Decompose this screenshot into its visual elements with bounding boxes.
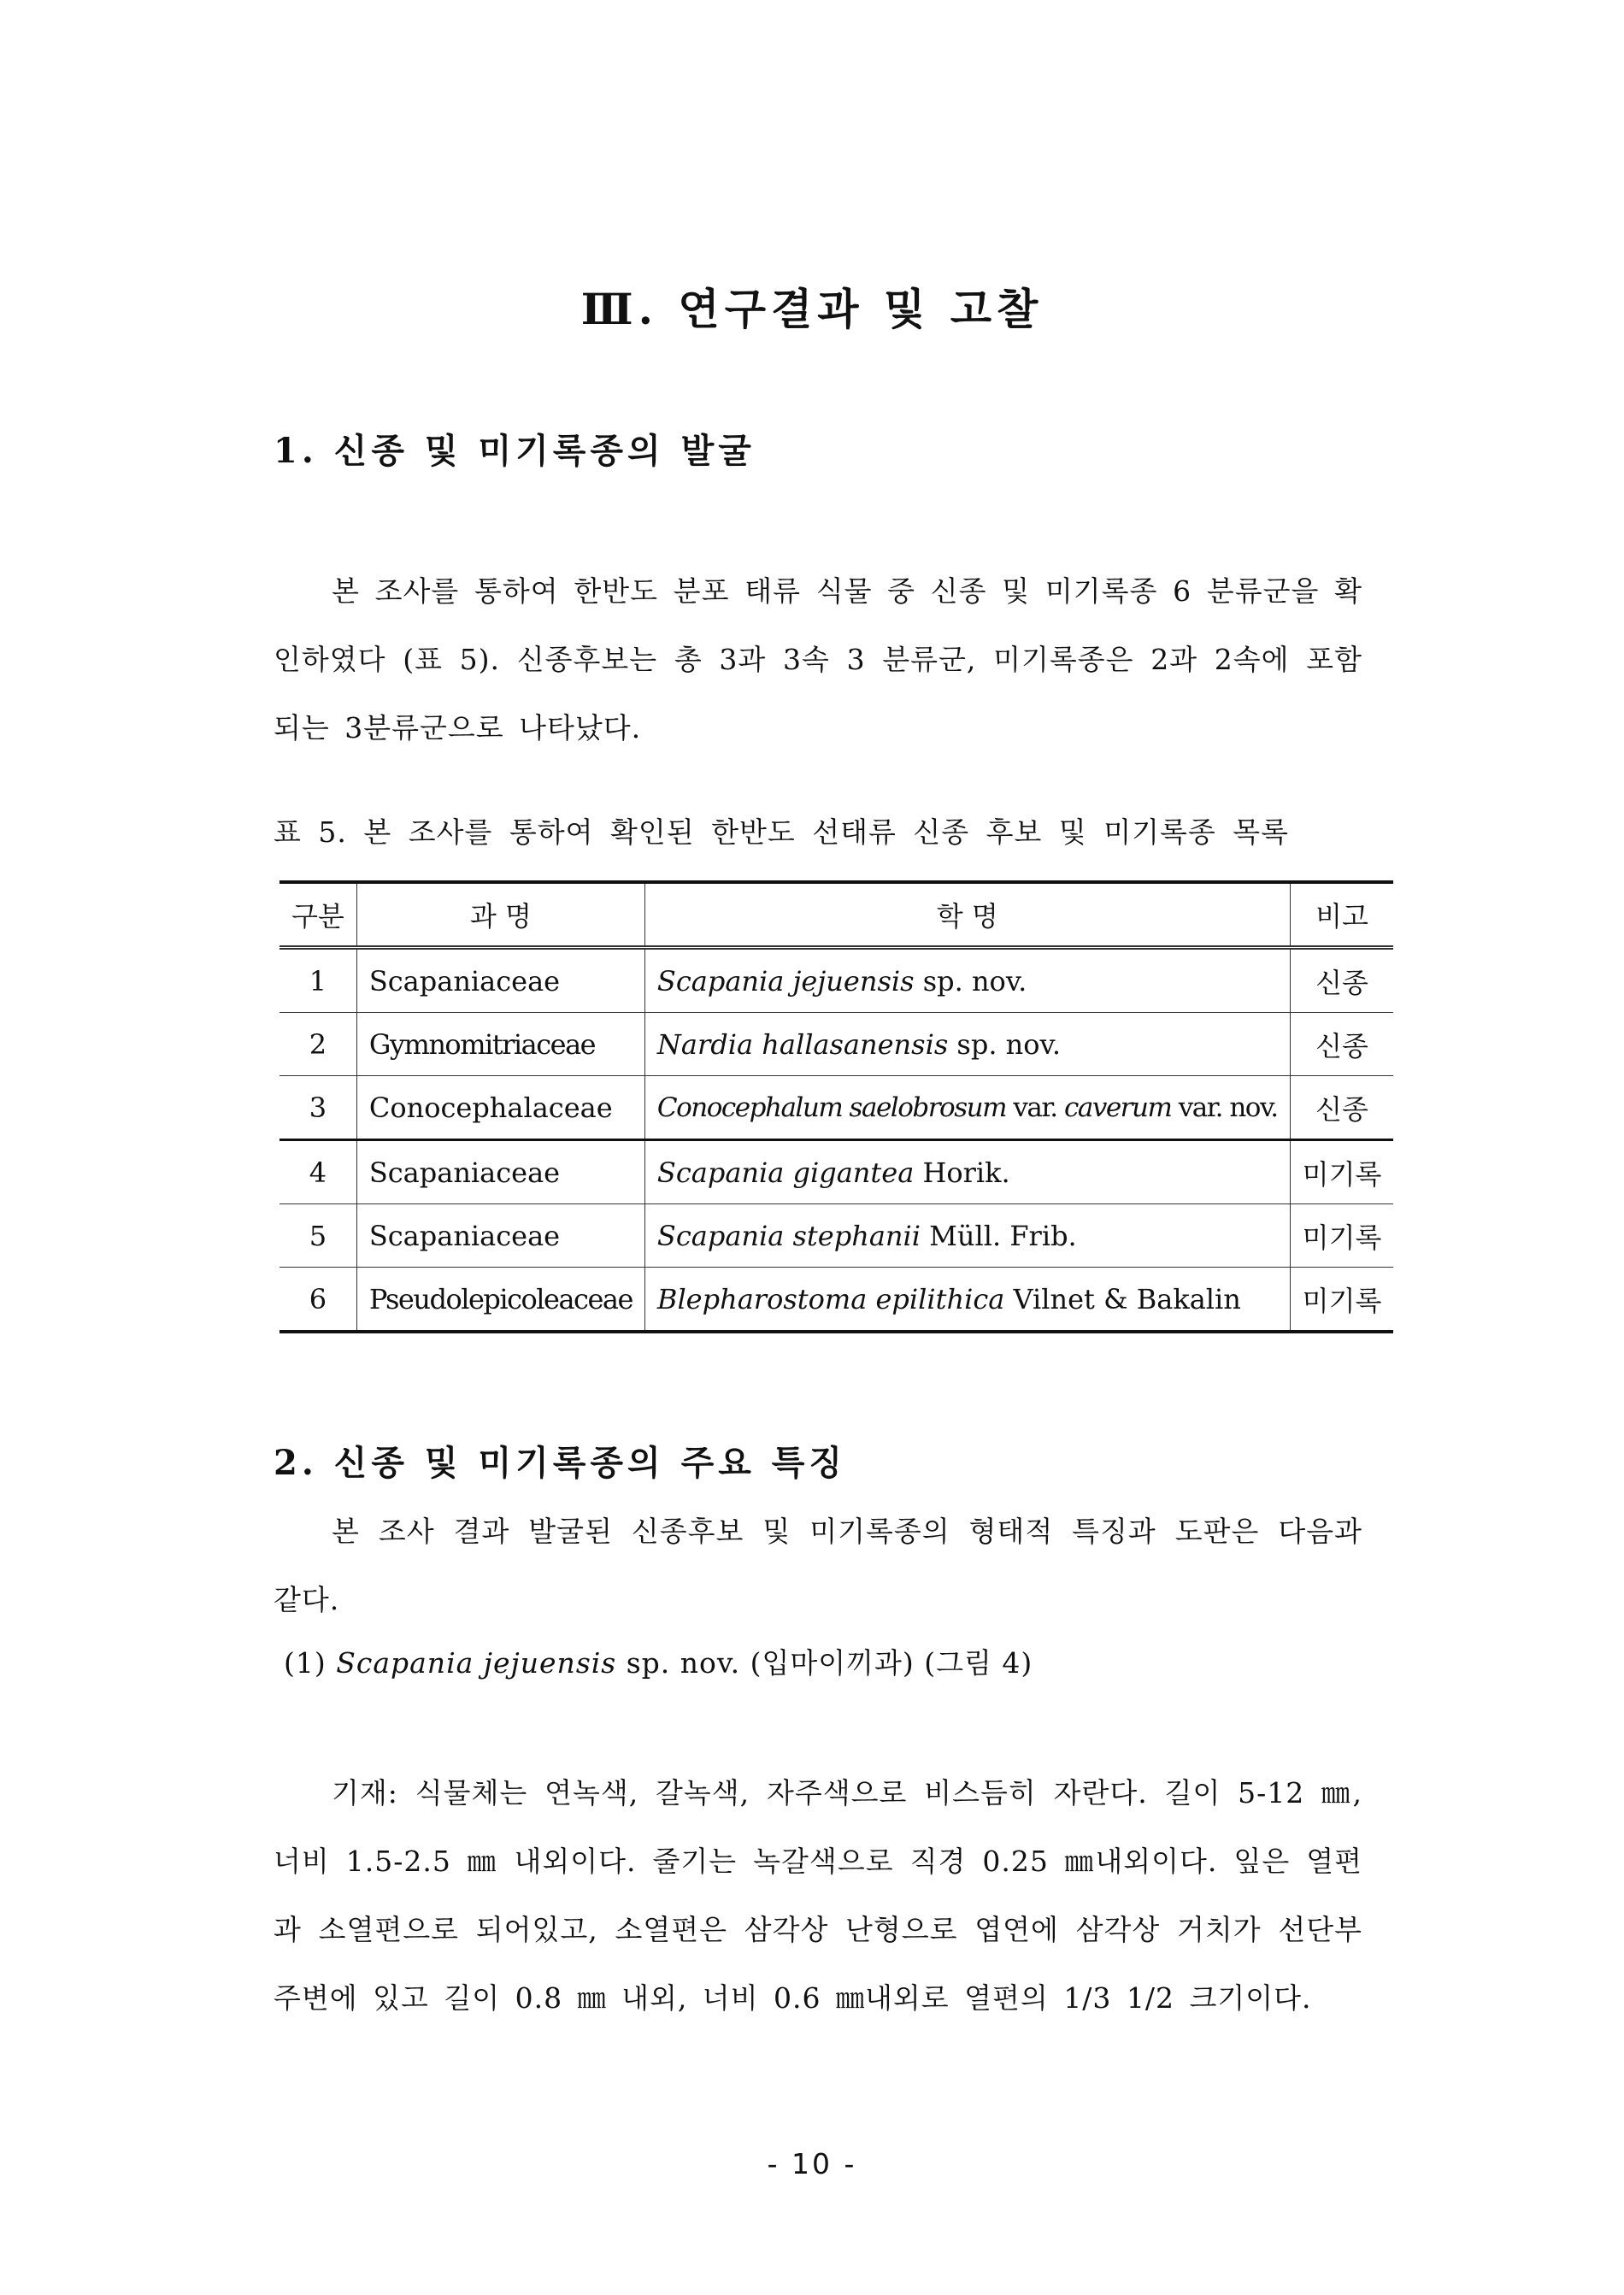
note-cell: 미기록 bbox=[1290, 1204, 1393, 1268]
scientific-name-cell bbox=[644, 1076, 1290, 1140]
row-number: 6 bbox=[279, 1268, 356, 1333]
genus-species: Scapania gigantea bbox=[656, 1156, 915, 1189]
section-1-paragraph: 본 조사를 통하여 한반도 분포 태류 식물 중 신종 및 미기록종 6 분류군을 확인하였다 (표 5). 신종후보는 총 3과 3속 3 분류군, 미기록종은 2과 2속에 포함되는 3분류군으로 나타났다. bbox=[274, 574, 1362, 744]
scientific-name-cell bbox=[644, 1204, 1290, 1268]
section-2-heading: 2. 신종 및 미기록종의 주요 특징 bbox=[274, 1443, 847, 1483]
authority: var. nov. bbox=[1178, 1092, 1278, 1123]
note-cell: 미기록 bbox=[1290, 1140, 1393, 1204]
scientific-name-cell bbox=[644, 1268, 1290, 1333]
table-row bbox=[279, 1204, 1393, 1268]
row-number: 3 bbox=[279, 1076, 356, 1140]
genus-species: Nardia hallasanensis bbox=[656, 1027, 949, 1061]
authority: Vilnet & Bakalin bbox=[1013, 1282, 1241, 1315]
row-number: 2 bbox=[279, 1013, 356, 1076]
scientific-name-cell bbox=[644, 1140, 1290, 1204]
table-row bbox=[279, 1013, 1393, 1076]
authority: sp. nov. bbox=[922, 964, 1027, 997]
note-cell: 신종 bbox=[1290, 1076, 1393, 1140]
header-note: 비고 bbox=[1290, 882, 1393, 948]
row-number: 1 bbox=[279, 948, 356, 1013]
section-1-heading: 1. 신종 및 미기록종의 발굴 bbox=[274, 431, 756, 471]
row-number: 5 bbox=[279, 1204, 356, 1268]
note-cell: 신종 bbox=[1290, 1013, 1393, 1076]
page-number: - 10 - bbox=[767, 2147, 857, 2180]
header-scientific-name: 학 명 bbox=[644, 882, 1290, 948]
authority: Müll. Frib. bbox=[929, 1219, 1077, 1252]
family-cell: Gymnomitriaceae bbox=[356, 1013, 644, 1076]
species-heading-rest: sp. nov. (입마이끼과) (그림 4) bbox=[626, 1646, 1033, 1680]
table-row bbox=[279, 1140, 1393, 1204]
header-no: 구분 bbox=[279, 882, 356, 948]
note-cell: 신종 bbox=[1290, 948, 1393, 1013]
table-row bbox=[279, 948, 1393, 1013]
species-description: 기재: 식물체는 연녹색, 갈녹색, 자주색으로 비스듬히 자란다. 길이 5-12 ㎜, 너비 1.5-2.5 ㎜ 내외이다. 줄기는 녹갈색으로 직경 0.25 ㎜내외이다. 잎은 열편과 소열편으로 되어있고, 소열편은 삼각상 난형으로 엽연에 삼각상 거치가 선단부 주변에 있고 길이 0.8 ㎜ 내외, 너비 0.6 ㎜내외로 열편의 1/3 1/2 크기이다. bbox=[274, 1776, 1362, 2015]
header-family: 과 명 bbox=[356, 882, 644, 948]
species-subheading bbox=[284, 1641, 1033, 1681]
table-caption: 표 5. 본 조사를 통하여 확인된 한반도 선태류 신종 후보 및 미기록종 목록 bbox=[274, 815, 1289, 849]
family-cell: Scapaniaceae bbox=[356, 1140, 644, 1204]
chapter-title: Ⅲ. 연구결과 및 고찰 bbox=[580, 284, 1044, 334]
table-row bbox=[279, 1268, 1393, 1333]
section-2-intro: 본 조사 결과 발굴된 신종후보 및 미기록종의 형태적 특징과 도판은 다음과 같다. bbox=[274, 1515, 1362, 1616]
table-header-row bbox=[279, 882, 1393, 948]
family-cell: Pseudolepicoleaceae bbox=[356, 1268, 644, 1333]
genus-species: Scapania stephanii bbox=[656, 1219, 921, 1252]
family-cell: Conocephalaceae bbox=[356, 1076, 644, 1140]
row-number: 4 bbox=[279, 1140, 356, 1204]
scientific-name-cell bbox=[644, 948, 1290, 1013]
authority: sp. nov. bbox=[956, 1027, 1061, 1061]
family-cell: Scapaniaceae bbox=[356, 1204, 644, 1268]
genus-species: Blepharostoma epilithica bbox=[656, 1282, 1005, 1315]
rank-marker: var. bbox=[1013, 1092, 1057, 1123]
authority: Horik. bbox=[922, 1156, 1010, 1189]
table-row bbox=[279, 1076, 1393, 1140]
species-table bbox=[279, 880, 1393, 1333]
species-name: Scapania jejuensis bbox=[336, 1646, 617, 1680]
family-cell: Scapaniaceae bbox=[356, 948, 644, 1013]
species-number: (1) bbox=[284, 1646, 327, 1680]
genus-species: Conocephalum saelobrosum bbox=[656, 1092, 1006, 1123]
scientific-name-cell bbox=[644, 1013, 1290, 1076]
variety-epithet: caverum bbox=[1063, 1092, 1172, 1123]
note-cell: 미기록 bbox=[1290, 1268, 1393, 1333]
genus-species: Scapania jejuensis bbox=[656, 964, 915, 997]
